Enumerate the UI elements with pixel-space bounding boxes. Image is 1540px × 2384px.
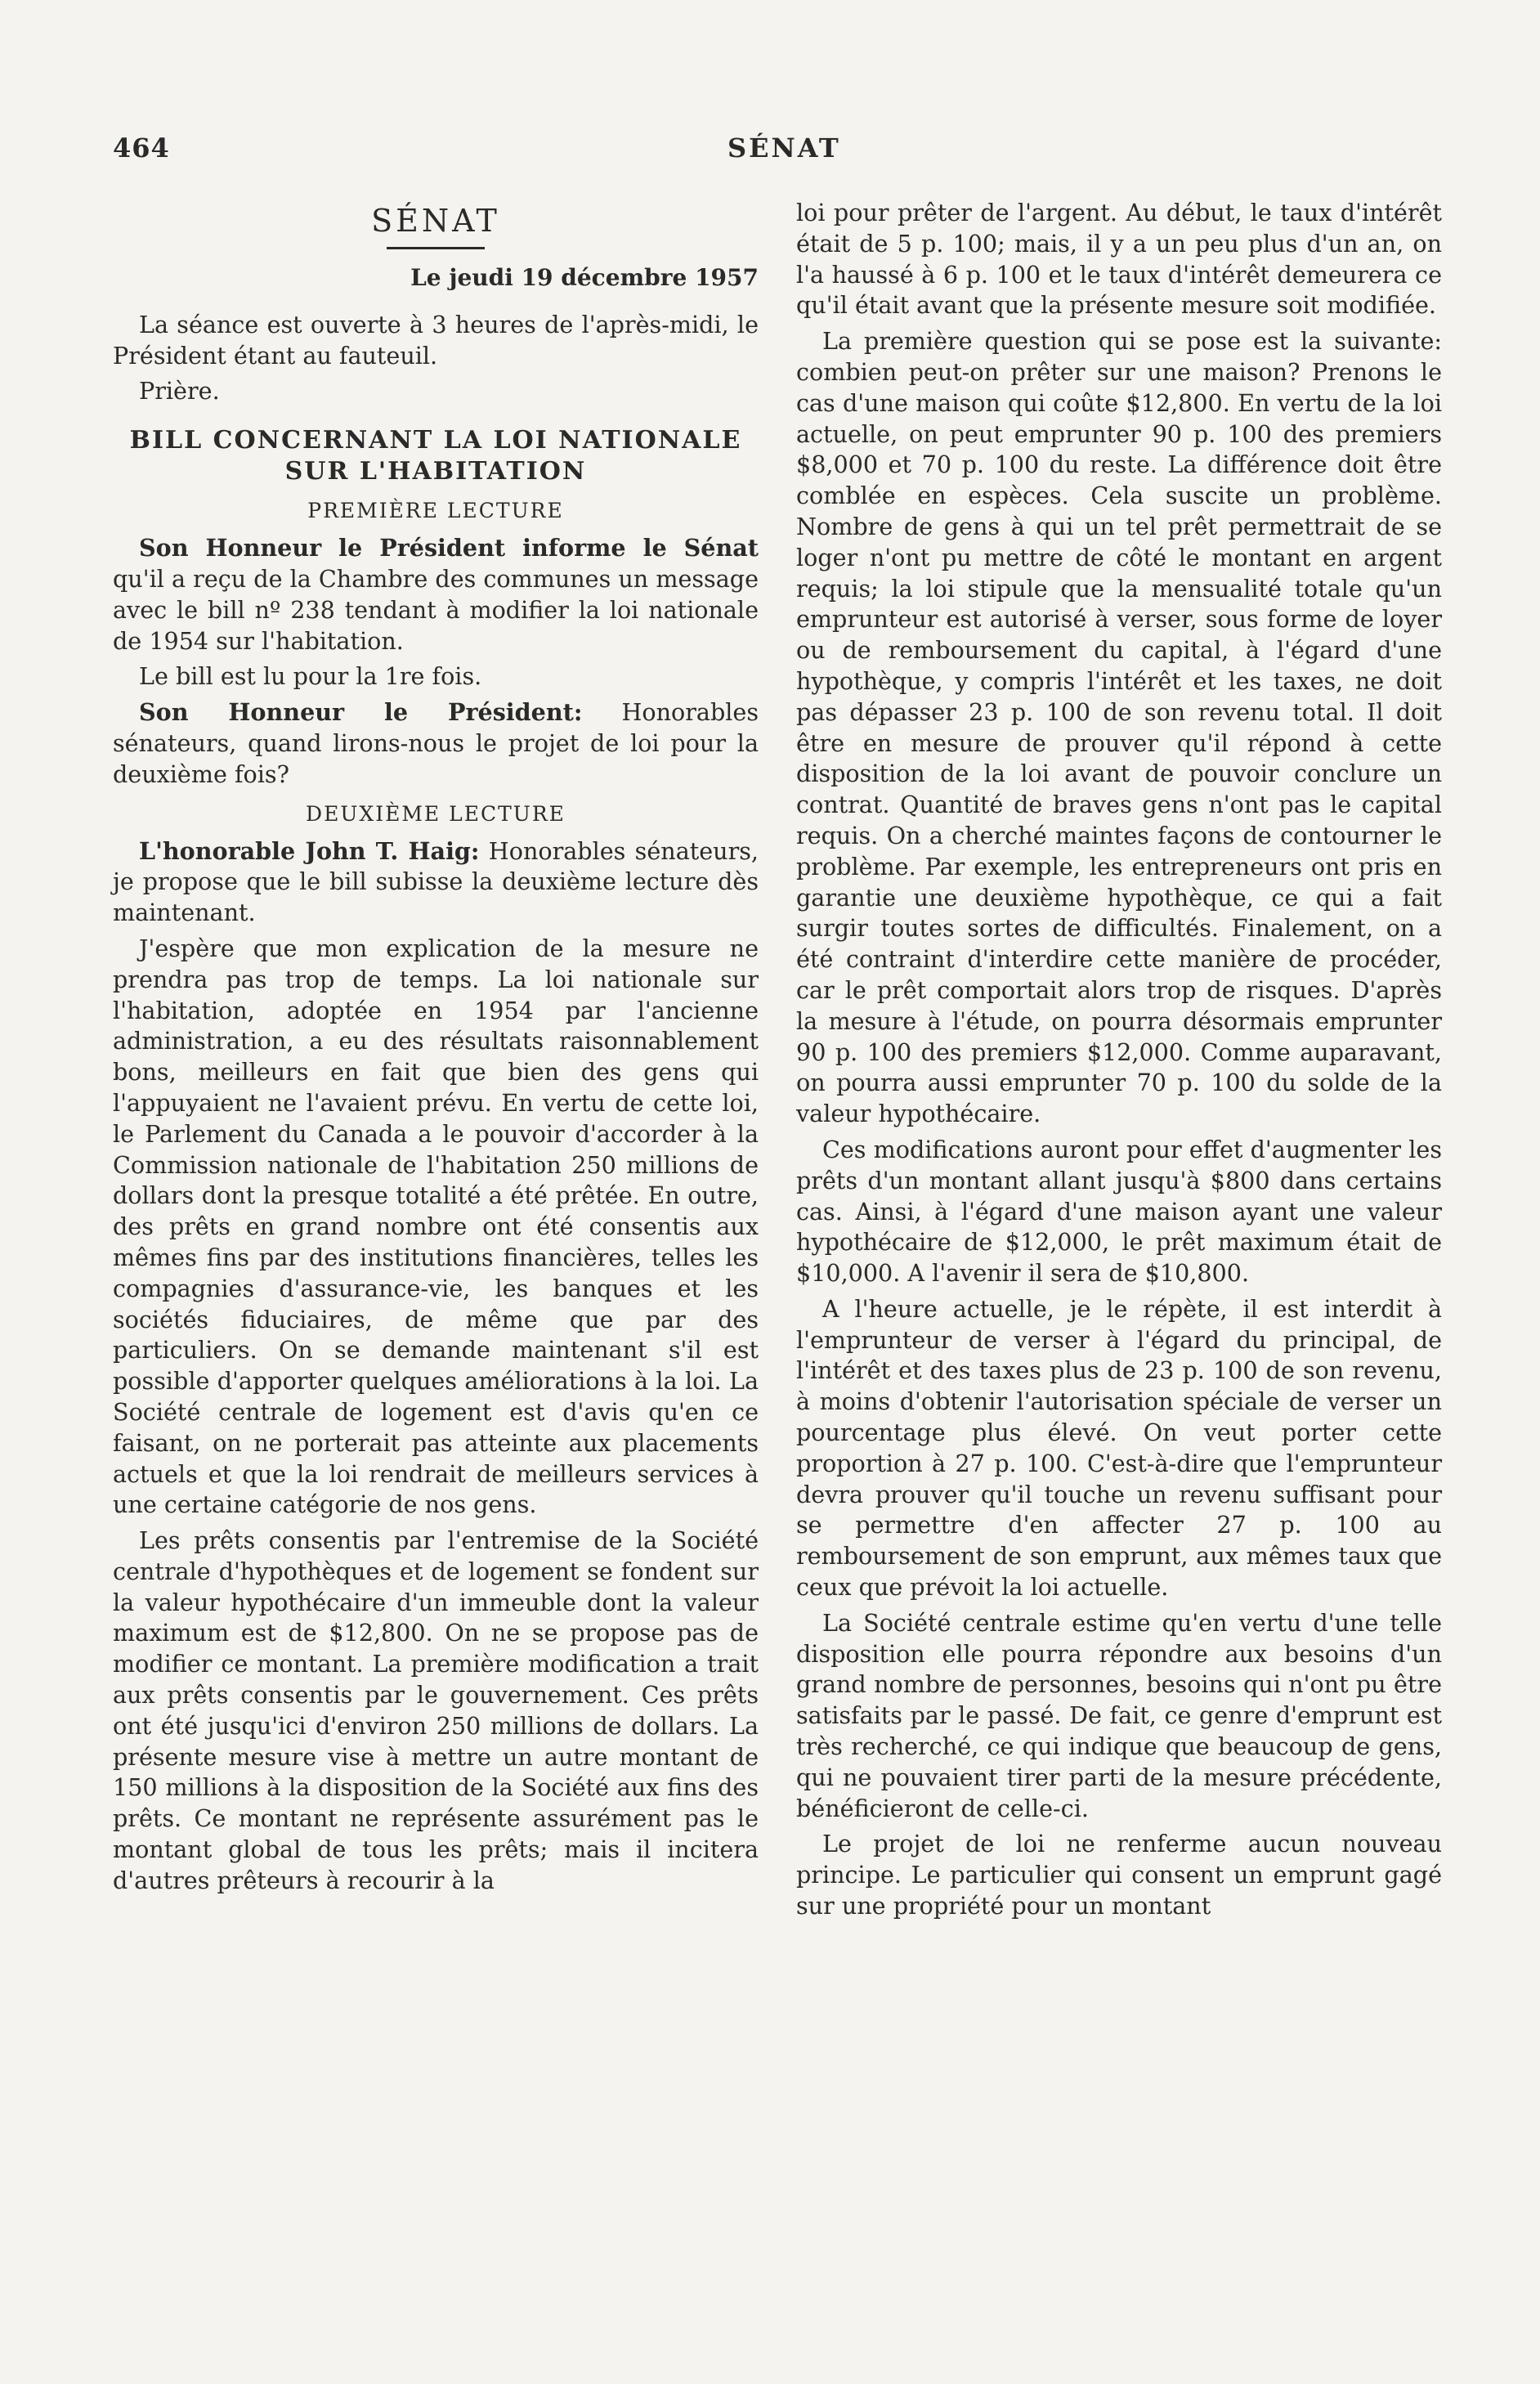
body-paragraph: La Société centrale estime qu'en vertu d'une telle disposition elle pourra répondre aux besoins d'un grand nombre de personnes, besoins qui n'ont pu être satisfaits par le passé. De fait, ce genre d'emprunt est très recherché, ce qui indique que beaucoup de gens, qui ne pouvaient tirer parti de la mesure précédente, bénéficieront de celle-ci. [796,1608,1442,1822]
paragraph-text: Honorables sénateurs, quand lirons-nous le projet de loi pour la deuxième fois? [113,698,759,788]
second-reading-heading: DEUXIÈME LECTURE [306,801,566,826]
message-paragraph [113,533,759,656]
prayer-paragraph: Prière. [139,377,220,406]
section-title-line-1: BILL CONCERNANT LA LOI NATIONALE [129,426,742,455]
first-reading-paragraph: Le bill est lu pour la 1re fois. [139,662,482,691]
body-paragraph: Le projet de loi ne renferme aucun nouveau principe. Le particulier qui consent un emprunt gagé sur une propriété pour un montant [796,1830,1442,1920]
paragraph-text: Honorables sénateurs, je propose que le bill subisse la deuxième lecture dès maintenant. [113,836,759,927]
body-paragraph: La première question qui se pose est la suivante: combien peut-on prêter sur une maison? Prenons le cas d'une maison qui coûte $12,800. En vertu de la loi actuelle, on peut emprunter 90 p. 100 des premiers $8,000 et 70 p. 100 du reste. La différence doit être comblée en espèces. Cela suscite un problème. Nombre de gens à qui un tel prêt permettrait de se loger n'ont pu mettre de côté le montant en argent requis; la loi stipule que la mensualité totale qu'un emprunteur est autorisé à verser, sous forme de loyer ou de remboursement du capital, à l'égard d'une hypothèque, y compris l'intérêt et les taxes, ne doit pas dépasser 23 p. 100 de son revenu total. Il doit être en mesure de prouver qu'il répond à cette disposition de la loi avant de pouvoir conclure un contrat. Quantité de braves gens n'ont pas le capital requis. On a cherché maintes façons de contourner le problème. Par exemple, les entrepreneurs ont pris en garantie une deuxième hypothèque, ce qui a fait surgir toutes sortes de difficultés. Finalement, on a été contraint d'interdire cette manière de procéder, car le prêt comportait alors trop de risques. D'après la mesure à l'étude, on pourra désormais emprunter 90 p. 100 des premiers $12,000. Comme auparavant, on pourra aussi emprunter 70 p. 100 du solde de la valeur hypothécaire. [796,327,1442,1128]
speaker-name: Son Honneur le Président: [139,698,583,727]
running-title: SÉNAT [727,132,841,164]
title-rule [387,247,485,249]
page-number: 464 [113,132,170,164]
body-paragraph: J'espère que mon explication de la mesure ne prendra pas trop de temps. La loi nationale sur l'habitation, adoptée en 1954 par l'ancienne administration, a eu des résultats raisonnablement bons, meilleurs en fait que bien des gens qui l'appuyaient ne l'avaient prévu. En vertu de cette loi, le Parlement du Canada a le pouvoir d'accorder à la Commission nationale de l'habitation 250 millions de dollars dont la presque totalité a été prêtée. En outre, des prêts en grand nombre ont été consentis aux mêmes fins par des institutions financières, telles les compagnies d'assurance-vie, les banques et les sociétés fiduciaires, de même que par des particuliers. On se demande maintenant s'il est possible d'apporter quelques améliorations à la loi. La Société centrale de logement est d'avis qu'en ce faisant, on ne porterait pas atteinte aux placements actuels et que la loi rendrait de meilleurs services à une certaine catégorie de nos gens. [113,934,759,1519]
speaker-name: L'honorable John T. Haig: [139,836,480,865]
running-header [0,132,1540,173]
haig-motion-paragraph [113,836,759,929]
sitting-date: Le jeudi 19 décembre 1957 [410,264,759,291]
paragraph-text: qu'il a reçu de la Chambre des communes un message avec le bill nº 238 tendant à modifier la loi nationale de 1954 sur l'habitation. [113,564,759,655]
opening-paragraph: La séance est ouverte à 3 heures de l'après-midi, le Président étant au fauteuil. [113,310,759,370]
left-column [113,198,759,1902]
speaker-name: Son Honneur le Président informe le Sénat [139,534,759,562]
right-column [796,198,1442,1927]
body-paragraph: Ces modifications auront pour effet d'augmenter les prêts d'un montant allant jusqu'à $800 dans certains cas. Ainsi, à l'égard d'une maison ayant une valeur hypothécaire de $12,000, le prêt maximum était de $10,000. A l'avenir il sera de $10,800. [796,1135,1442,1288]
president-question-paragraph [113,697,759,790]
body-paragraph: A l'heure actuelle, je le répète, il est interdit à l'emprunteur de verser à l'égard du principal, de l'intérêt et des taxes plus de 23 p. 100 de son revenu, à moins d'obtenir l'autorisation spéciale de verser un pourcentage plus élevé. On veut porter cette proportion à 27 p. 100. C'est-à-dire que l'emprunteur devra prouver qu'il touche un revenu suffisant pour se permettre d'en affecter 27 p. 100 au remboursement de son emprunt, aux mêmes taux que ceux que prévoit la loi actuelle. [796,1294,1442,1602]
first-reading-heading: PREMIÈRE LECTURE [307,499,564,523]
chamber-title: SÉNAT [371,203,500,239]
section-title [113,425,759,487]
continued-paragraph: loi pour prêter de l'argent. Au début, le taux d'intérêt était de 5 p. 100; mais, il y a un peu plus d'un an, on l'a haussé à 6 p. 100 et le taux d'intérêt demeurera ce qu'il était avant que la présente mesure soit modifiée. [796,199,1442,320]
body-paragraph: Les prêts consentis par l'entremise de la Société centrale d'hypothèques et de logement se fondent sur la valeur hypothécaire d'un immeuble dont la valeur maximum est de $12,800. On ne se propose pas de modifier ce montant. La première modification a trait aux prêts consentis par le gouvernement. Ces prêts ont été jusqu'ici d'environ 250 millions de dollars. La présente mesure vise à mettre un autre montant de 150 millions à la disposition de la Société aux fins des prêts. Ce montant ne représente assurément pas le montant global de tous les prêts; mais il incitera d'autres prêteurs à recourir à la [113,1526,759,1894]
section-title-line-2: SUR L'HABITATION [284,457,587,486]
